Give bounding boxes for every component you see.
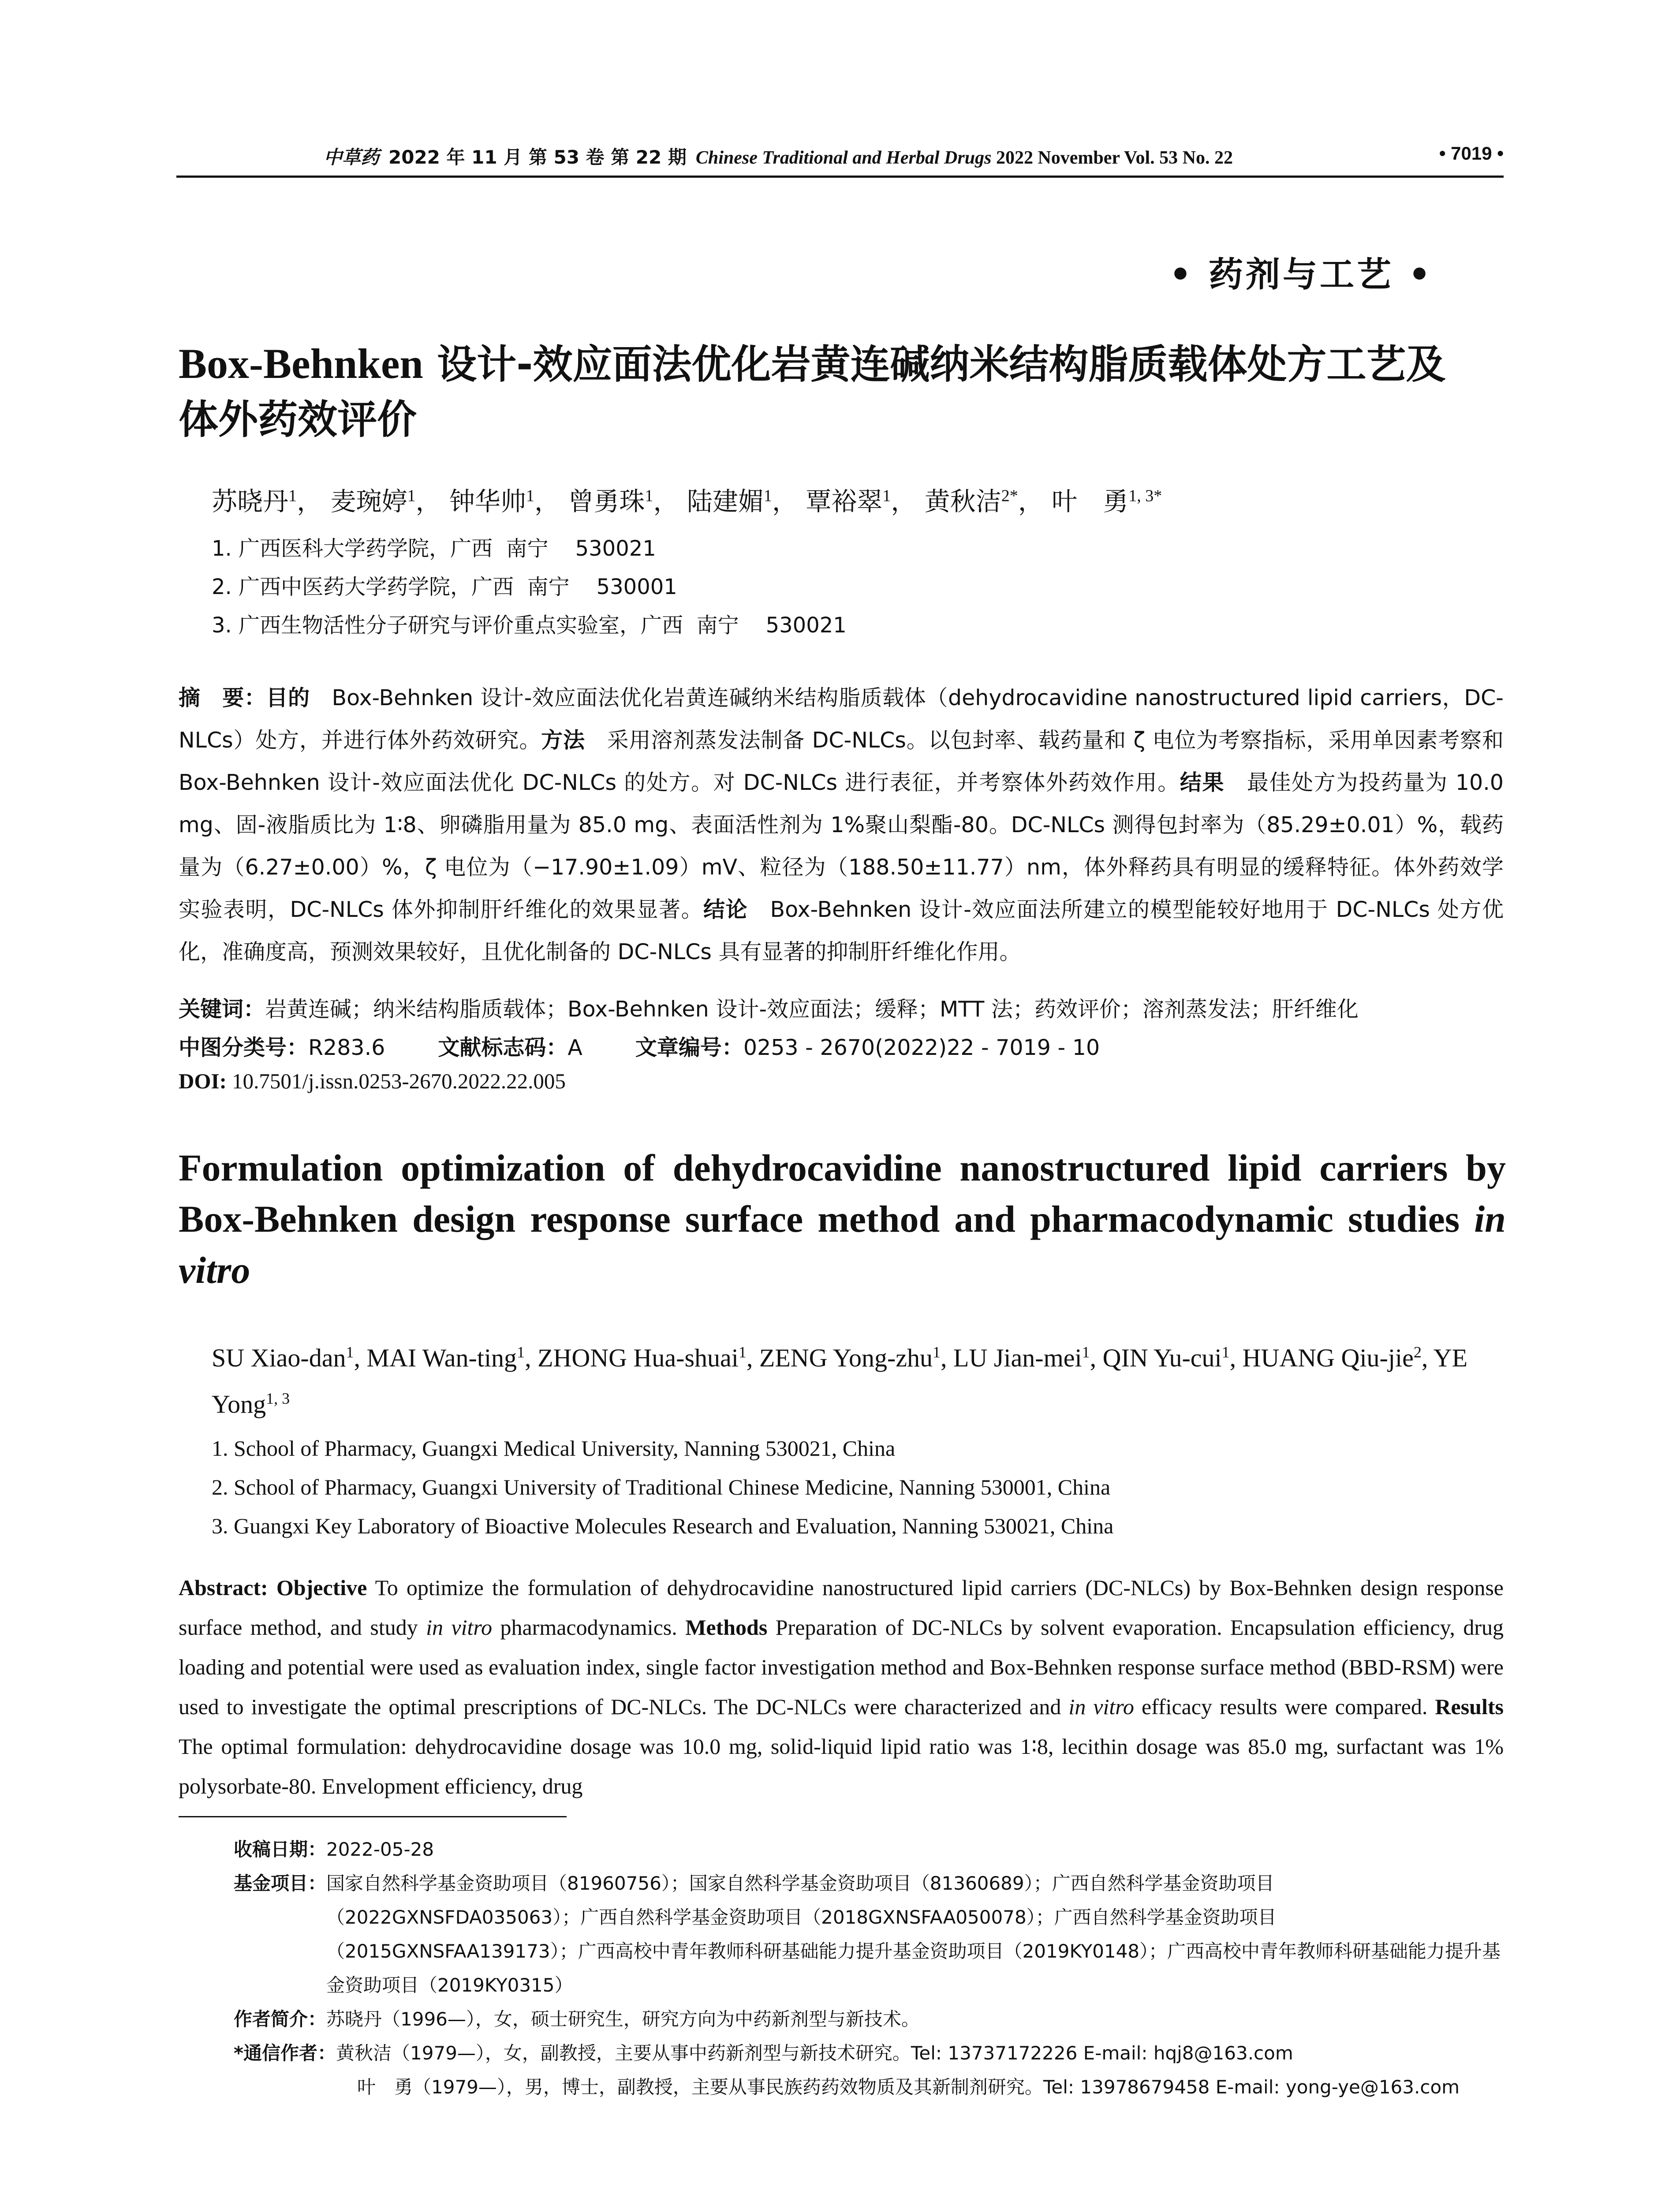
correspondence-2: 叶 勇（1979—），男，博士，副教授，主要从事民族药药效物质及其新制剂研究。Tel: 13978679458 E-mail: yong-ye@163.com: [357, 2076, 1460, 2098]
abstract-cn: [179, 677, 1504, 973]
author-cn: 叶 勇: [1052, 486, 1129, 516]
conclusion-text: Box-Behnken 设计-效应面法所建立的模型能较好地用于 DC-NLCs 处方优化，准确度高，预测效果较好，且优化制备的 DC-NLCs 具有显著的抑制肝纤维化作用。: [179, 897, 1504, 964]
results-text: 最佳处方为投药量为 10.0 mg、固-液脂质比为 1∶8、卵磷脂用量为 85.0 mg、表面活性剂为 1%聚山梨酯-80。DC-NLCs 测得包封率为（85.29±0.01）%，载药量为（6.27±0.00）%，ζ 电位为（−17.90±1.09）mV、粒径为（188.50±11.77）nm，体外释药具有明显的缓释特征。体外药效学实验表明，DC-NLCs 体外抑制肝纤维化的效果显著。: [179, 770, 1504, 922]
issue-cn: 2022 年 11 月 第 53 卷 第 22 期: [388, 146, 687, 168]
author-aff: 1: [526, 486, 534, 505]
affiliation-en-2: 2. School of Pharmacy, Guangxi University of Traditional Chinese Medicine, Nanning 530001, China: [212, 1475, 1111, 1499]
doc-code-value: A: [567, 1035, 582, 1060]
authors-cn: 苏晓丹$^1$， 麦琬婷$^1$， 钟华帅$^1$， 曾勇珠$^1$， 陆建媚$^1$， 覃裕翠$^1$， 黄秋洁$^{2*}$， 叶 勇$^{1, 3*}$: [212, 486, 1162, 516]
author-cn: 黄秋洁: [924, 486, 1001, 516]
doc-code-label: 文献标志码：: [438, 1035, 568, 1060]
author-en: YE Yong: [212, 1343, 1468, 1419]
fund-text: 国家自然科学基金资助项目（81960756）；国家自然科学基金资助项目（81360689）；广西自然科学基金资助项目（2022GXNSFDA035063）；广西自然科学基金资助项目（2018GXNSFAA050078）；广西自然科学基金资助项目（2015GXNSFAA139173）；广西高校中青年教师科研基础能力提升基金资助项目（2019KY0148）；广西高校中青年教师科研基础能力提升基金资助项目（2019KY0315）: [326, 1872, 1501, 1996]
author-aff: 1, 3: [266, 1390, 290, 1408]
methods-en-text: Preparation of DC-NLCs by solvent evaporation. Encapsulation efficiency, drug loading and potential were used as evaluation index, single factor investigation method and Box-Behnken response surface method (BBD-RSM) were used to investigate the optimal prescriptions of DC-NLCs. The DC-NLCs were characterized and: [179, 1615, 1504, 1719]
classification-line: [179, 1031, 1100, 1061]
title-cn-line2: 体外药效评价: [179, 396, 417, 443]
author-aff: 1, 3*: [1128, 486, 1162, 505]
doi-line: [179, 1069, 566, 1094]
fund-row: [234, 1866, 1504, 2002]
received-date: 2022-05-28: [326, 1839, 434, 1860]
results-label: 结果: [1180, 770, 1225, 795]
article-no-value: 0253 - 2670(2022)22 - 7019 - 10: [743, 1035, 1100, 1060]
author-aff: 1: [882, 486, 891, 505]
title-cn: [179, 335, 1506, 447]
objective-text: Box-Behnken 设计-效应面法优化岩黄连碱纳米结构脂质载体（dehydrocavidine nanostructured lipid carriers，DC-NLCs）处方，并进行体外药效研究。: [179, 685, 1504, 753]
correspondence-1: 黄秋洁（1979—），女，副教授，主要从事中药新剂型与新技术研究。Tel: 13737172226 E-mail: hqj8@163.com: [336, 2042, 1293, 2064]
correspondence-label: *通信作者：: [234, 2042, 336, 2064]
author-cn: 陆建媚: [687, 486, 764, 516]
methods-text: 采用溶剂蒸发法制备 DC-NLCs。以包封率、载药量和 ζ 电位为考察指标，采用单因素考察和 Box-Behnken 设计-效应面法优化 DC-NLCs 的处方。对 DC-NLCs 进行表征，并考察体外药效作用。: [179, 728, 1504, 795]
article-no-label: 文章编号：: [635, 1035, 743, 1060]
doi-value: 10.7501/j.issn.0253-2670.2022.22.005: [226, 1069, 566, 1093]
author-en: ZHONG Hua-shuai: [538, 1343, 739, 1372]
author-aff: 1: [346, 1343, 354, 1361]
author-aff: 1: [407, 486, 416, 505]
issue-en: 2022 November Vol. 53 No. 22: [996, 148, 1233, 168]
author-bio-label: 作者简介：: [234, 2008, 327, 2030]
author-aff: 2: [1413, 1343, 1422, 1361]
clc-label: 中图分类号：: [179, 1035, 309, 1060]
author-en: HUANG Qiu-jie: [1242, 1343, 1414, 1372]
page-number: • 7019 •: [1439, 143, 1504, 164]
author-aff: 1: [933, 1343, 941, 1361]
title-en: [179, 1142, 1506, 1296]
author-cn: 麦琬婷: [330, 486, 407, 516]
affiliation-cn-3: 3. 广西生物活性分子研究与评价重点实验室，广西 南宁 530021: [212, 613, 847, 638]
received-row: [234, 1832, 1504, 1866]
author-aff: 1: [288, 486, 297, 505]
conclusion-label: 结论: [703, 897, 748, 922]
doi-label: DOI:: [179, 1069, 227, 1093]
results-en-label: Results: [1435, 1694, 1504, 1719]
methods-label: 方法: [541, 728, 585, 753]
objective-en-text-b: pharmacodynamics.: [492, 1615, 686, 1640]
header-rule: [176, 176, 1504, 178]
keywords-cn-text: 岩黄连碱；纳米结构脂质载体；Box-Behnken 设计-效应面法；缓释；MTT 法；药效评价；溶剂蒸发法；肝纤维化: [265, 997, 1359, 1022]
author-cn: 覃裕翠: [806, 486, 883, 516]
author-cn: 曾勇珠: [568, 486, 645, 516]
objective-en-text-a: To optimize the formulation of dehydrocavidine nanostructured lipid carriers (DC-NLCs) by Box-Behnken design response surface method, and study: [179, 1575, 1504, 1640]
authors-en: SU Xiao-dan$^1$, MAI Wan-ting$^1$, ZHONG Hua-shuai$^1$, ZENG Yong-zhu$^1$, LU Jian-mei$^1$, QIN Yu-cui$^1$, HUANG Qiu-jie$^2$, YE Yong$^{1, 3}$: [212, 1343, 1468, 1419]
author-en: LU Jian-mei: [953, 1343, 1082, 1372]
author-aff: 1: [738, 1343, 747, 1361]
abstract-cn-label: 摘 要：: [179, 685, 266, 710]
abstract-en: [179, 1568, 1504, 1806]
footnote-rule: [179, 1816, 567, 1817]
abstract-en-label: Abstract: Objective: [179, 1575, 367, 1600]
author-cn: 苏晓丹: [212, 486, 289, 516]
author-aff: 2*: [1001, 486, 1018, 505]
author-en: SU Xiao-dan: [212, 1343, 346, 1372]
methods-en-text-b: efficacy results were compared.: [1134, 1694, 1435, 1719]
author-en: MAI Wan-ting: [366, 1343, 517, 1372]
affiliation-en-1: 1. School of Pharmacy, Guangxi Medical University, Nanning 530021, China: [212, 1436, 896, 1461]
author-cn: 钟华帅: [449, 486, 526, 516]
author-aff: 1: [1221, 1343, 1230, 1361]
methods-en-label: Methods: [685, 1615, 768, 1640]
author-aff: 1: [645, 486, 653, 505]
keywords-cn-label: 关键词：: [179, 997, 265, 1022]
title-en-italic: in vitro: [179, 1198, 1506, 1292]
title-cn-latin: Box-Behnken: [179, 340, 423, 387]
title-en-main: Formulation optimization of dehydrocavidine nanostructured lipid carriers by Box-Behnken design response surface method and pharmacodynamic studies: [179, 1147, 1506, 1241]
journal-header-text: [176, 143, 1380, 169]
received-label: 收稿日期：: [234, 1839, 327, 1860]
author-bio-text: 苏晓丹（1996—），女，硕士研究生，研究方向为中药新剂型与新技术。: [326, 2008, 920, 2030]
affiliation-cn-1: 1. 广西医科大学药学院，广西 南宁 530021: [212, 536, 656, 561]
fund-label: 基金项目：: [234, 1872, 327, 1894]
title-cn-line1: 设计-效应面法优化岩黄连碱纳米结构脂质载体处方工艺及: [423, 341, 1446, 388]
affiliation-cn-2: 2. 广西中医药大学药学院，广西 南宁 530001: [212, 575, 677, 599]
objective-en-italic: in vitro: [426, 1615, 493, 1640]
author-en: ZENG Yong-zhu: [759, 1343, 933, 1372]
objective-label: 目的: [266, 685, 310, 710]
author-aff: 1: [763, 486, 772, 505]
clc-value: R283.6: [308, 1035, 385, 1060]
keywords-cn: [179, 992, 1359, 1023]
author-aff: 1: [517, 1343, 525, 1361]
column-label: • 药剂与工艺 •: [1169, 254, 1433, 295]
author-bio-row: [234, 2002, 1504, 2036]
correspondence-row: [234, 2036, 1504, 2070]
correspondence-row-2: [234, 2070, 1504, 2104]
journal-header: [176, 141, 1504, 176]
affiliation-en-3: 3. Guangxi Key Laboratory of Bioactive Molecules Research and Evaluation, Nanning 530021, China: [212, 1514, 1114, 1538]
author-en: QIN Yu-cui: [1102, 1343, 1222, 1372]
methods-en-italic: in vitro: [1068, 1694, 1134, 1719]
journal-name-en: Chinese Traditional and Herbal Drugs: [695, 148, 992, 168]
journal-name-cn: 中草药: [324, 146, 380, 168]
author-aff: 1: [1082, 1343, 1090, 1361]
footnotes: [234, 1832, 1504, 2104]
results-en-text: The optimal formulation: dehydrocavidine dosage was 10.0 mg, solid-liquid lipid ratio was 1∶8, lecithin dosage was 85.0 mg, surfactant was 1% polysorbate-80. Envelopment efficiency, drug: [179, 1734, 1504, 1798]
